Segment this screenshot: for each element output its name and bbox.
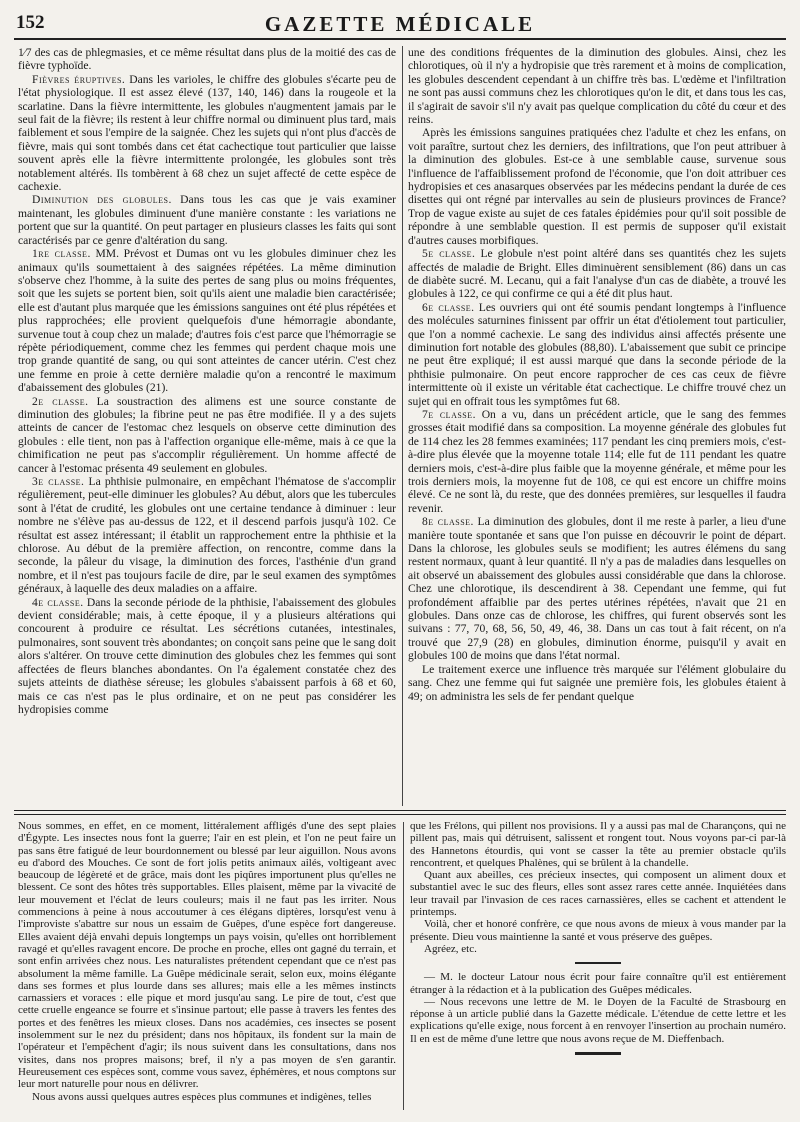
paragraph-text: Voilà, cher et honoré confrère, ce que nous avons de mieux à vous mander par la présente. Dieu vous maintienne la santé et vous préserve des guêpes. xyxy=(410,918,786,943)
paragraph xyxy=(18,1091,396,1103)
paragraph xyxy=(18,193,396,247)
paragraph xyxy=(408,46,786,126)
paragraph-text: Le globule n'est point altéré dans ses quantités chez les sujets affectés de maladie de Bright. Elles diminuèrent sensiblement (86) dans un cas de diabète sucré. M. Lecanu, qui a fait l'analyse d'un cas de diabète, a trouvé les globules à 122, ce qui confirme ce qui a été dit plus haut. xyxy=(408,247,786,301)
paragraph-text: — Nous recevons une lettre de M. le Doyen de la Faculté de Strasbourg en réponse à un article publié dans la Gazette médicale. L'étendue de cette lettre et les explications qu'elle exige, nous forcent à en renvoyer l'insertion au prochain numéro. Il en est de même d'une lettre que nous avons reçue de M. Dieffenbach. xyxy=(410,995,786,1045)
paragraph-text: une des conditions fréquentes de la diminution des globules. Ainsi, chez les chlorotiques, où il n'y a hydropisie que très rarement et à moins de complication, les globules descendent cependant à un chiffre très bas. L'œdème et l'infiltration ne sont pas aussi communs chez les chlorotiques qu'on le dit, et dans tous les cas, il s'agirait de savoir s'il n'y avait pas quelque complication du côté du cœur et des reins. xyxy=(408,46,786,127)
paragraph xyxy=(18,73,396,194)
page-number: 152 xyxy=(16,12,45,33)
paragraph-text: La phthisie pulmonaire, en empêchant l'hématose de s'accomplir régulièrement, peut-elle diminuer les globules? Au début, alors que les tubercules sont à l'état de crudité, les globules ont une certaine tendance à diminuer : leur nombre ne s'élève pas au-dessus de 122, et il descend parfois jusqu'à 102. Ce résultat est assez intéressant; il établit un rapprochement entre la phthisie et la chlorose. Au début de la première affection, on rencontre, comme dans la seconde, la pâleur du visage, la diminution des forces, l'asthénie d'un grand nombre, et il n'est pas toujours facile de dire, par le seul examen des symptômes généraux, à laquelle des deux maladies on a affaire. xyxy=(18,475,396,596)
paragraph xyxy=(410,869,786,918)
paragraph-text: Après les émissions sanguines pratiquées chez l'adulte et chez les enfans, on voit paraître, surtout chez les derniers, des infiltrations, que l'on peut attribuer à la diminution des globules. Est-ce à une semblable cause, survenue sous l'influence de l'affaiblissement profond de l'économie, que l'on doit attribuer ces hydropisies et ces anasarques observées par les médecins pendant la durée de ces disettes qui ont régné par intervalles au sein de plusieurs provinces de France? Trop de vague existe au sujet de ces fatales épidémies pour qu'il soit possible de répondre à une semblable question. Il est permis de supposer qu'il existait d'autres causes morbifiques. xyxy=(408,126,786,247)
paragraph xyxy=(410,918,786,943)
paragraph xyxy=(18,820,396,1091)
feuilleton-rule-bottom xyxy=(14,814,786,815)
paragraph-text: Les ouvriers qui ont été soumis pendant longtemps à l'influence des molécules saturnines finissent par offrir un état d'étiolement tout particulier, que l'on a nommé cachexie. Le sang des individus ainsi affectés présente une diminution fort notable des globules (88,80). L'abaissement que subit ce principe ne peut être expliqué; il est aussi marqué que dans la seconde période de la phthisie pulmonaire. On peut encore rapprocher de ces cas ceux de fièvre intermittente où il existe un véritable état cachectique. Le chiffre trouvé chez un sujet qui en offrait tous les symptômes fut 68. xyxy=(408,300,786,408)
paragraph-heading: 5e classe. xyxy=(422,247,476,261)
section-divider xyxy=(575,962,621,964)
paragraph-text: La soustraction des alimens est une source constante de diminution des globules; la fibrine peut ne pas être modifiée. Il y a des sujets atteints de cancer de l'estomac chez lesquels on observe cette diminution des globules : elle tient, non pas à l'affection organique elle-même, mais à ce que la chimification ne peut pas s'accomplir régulièrement. Un homme affecté de cancer à l'estomac présenta 49 seulement en globules. xyxy=(18,394,396,475)
paragraph-text: Agréez, etc. xyxy=(424,942,477,955)
paragraph-text: On a vu, dans un précédent article, que le sang des femmes grosses était modifié dans sa composition. La moyenne générale des globules fut de 114 chez les 28 femmes examinées; 117 pendant les cinq premiers mois, c'est-à-dire plus élevée que la moyenne totale 114; elle fut de 111 pendant les quatre derniers mois, c'est-à-dire plus faible que la moyenne générale, et même pour les trois derniers mois, la moyenne fut de 108, ce qui est encore un chiffre moins élevé. Ce ne sont là, du reste, que des données premières, sur lesquelles il faudra revenir. xyxy=(408,407,786,515)
feuilleton-left-column xyxy=(18,820,396,1110)
paragraph xyxy=(410,943,786,955)
paragraph xyxy=(408,126,786,247)
paragraph xyxy=(18,395,396,475)
feuilleton-rule-top xyxy=(14,810,786,811)
paragraph-text: Dans la seconde période de la phthisie, l'abaissement des globules devient considérable; mais, à cette époque, il y a plusieurs altérations qui concourent à produire ce résultat. Les sécrétions cutanées, intestinales, pulmonaires, sont souvent très abondantes; on conçoit sans peine que le sang doit alors s'altérer. On trouve cette diminution des globules chez les femmes qui sont affectées de fleurs blanches abondantes. On l'a également constatée chez des sujets atteints de diathèse séreuse; les globules s'abaissent parfois à 68 et 60, mais ce cas n'est pas le plus ordinaire, et on ne peut pas considérer les hydropisies comme xyxy=(18,595,396,716)
paragraph-text: MM. Prévost et Dumas ont vu les globules diminuer chez les animaux qu'ils soumettaient à des saignées répétées. La même diminution s'observe chez l'homme, à la suite des pertes de sang plus ou moins fréquentes, soit que les sujets se portent bien, soit qu'ils aient une maladie bien caractérisée; elle est d'autant plus marquée que les émissions sanguines ont été plus répétées et plus rapprochées; elle provient quelquefois d'une hémorragie abondante, survenue tout à coup chez un malade; d'autres fois c'est parce que l'hémorragie se répète périodiquement, comme chez les femmes qui perdent chaque mois une trop grande quantité de sang, ou qui sont atteintes de cancer utérin. C'est chez une femme en proie à cette dernière maladie qu'on a rencontré le maximum d'abaissement des globules (21). xyxy=(18,247,396,395)
feuilleton-right-column xyxy=(410,820,786,1110)
feuilleton-column-rule xyxy=(403,822,404,1110)
paragraph-heading: 7e classe. xyxy=(422,407,477,421)
paragraph xyxy=(408,663,786,703)
paragraph xyxy=(408,515,786,662)
paragraph-text: — M. le docteur Latour nous écrit pour faire connaître qu'il est entièrement étranger à la rédaction et à la publication des Guêpes médicales. xyxy=(410,971,786,996)
paragraph-heading: Fièvres éruptives. xyxy=(32,72,126,86)
left-column xyxy=(18,46,396,806)
paragraph xyxy=(408,408,786,515)
paragraph-heading: 6e classe. xyxy=(422,300,475,314)
paragraph-text: Le traitement exerce une influence très marquée sur l'élément globulaire du sang. Chez une femme qui fut saignée une première fois, les globules étaient à 49; on administra les sels de fer pendant quelque xyxy=(408,662,786,703)
right-column xyxy=(408,46,786,806)
section-divider xyxy=(575,1052,621,1055)
paragraph-text: La diminution des globules, dont il me reste à parler, a lieu d'une manière toute spontanée et sans que l'on puisse en découvrir le point de départ. Dans la chlorose, les globules seuls se modifient; les autres élémens du sang restent normaux, quant à leur quantité. Il n'y a pas de maladies dans lesquelles on ait observé un abaissement des globules aussi considérable que dans la chlorose. Chez une chlorotique, ils descendirent à 38. Cependant une femme, qui fut profondément affaiblie par des pertes utérines répétées, n'avait que 21 en globules. Dans onze cas de chlorose, les chiffres, qui furent observés sont les suivans : 77, 70, 68, 56, 50, 49, 46, 38. Dans un cas tout à fait récent, on n'a trouvé que 27,9 (28) en globules, diminution énorme, puisqu'il y avait en globules 100 de moins que dans l'état normal. xyxy=(408,515,786,663)
paragraph xyxy=(18,596,396,717)
paragraph xyxy=(410,996,786,1045)
paragraph-text: Nous sommes, en effet, en ce moment, littéralement affligés d'une des sept plaies d'Égypte. Les insectes nous font la guerre; l'air en est plein, et l'on ne peut faire un pas sans être fatigué de leur bourdonnement ou blessé par leur aiguillon. Nous avons eu d'abord des Mouches. Ce sont de fort jolis petits animaux ailés, voltigeant avec beaucoup de légèreté et de grâce, mais dont les piqûres importunent plus qu'elles ne blessent. Ce sont des hôtes très supportables. Elles plaisent, même par la vivacité de leur mouvement et l'éclat de leurs couleurs; mais il ne faut pas les irriter. Nous commencions à peine à nous accoutumer à ces élégans diptères, lorsqu'est venu à l'improviste s'abattre sur nous un essaim de Guêpes, d'une espèce fort dangereuse. Elles avaient déjà envahi depuis longtemps un pays voisin, qu'elles ont horriblement ravagé et qu'elles ravagent encore. De proche en proche, elles ont gagné du terrain, et sont enfin arrivées chez nous. Les naturalistes prétendent cependant que ce n'est pas absolument la même famille. La Guêpe médicinale serait, selon eux, moins élégante dans ses formes et plus lourde dans ses allures; mais elle a les mêmes instincts carnassiers et voraces : elle pique et mord jusqu'au sang. Le pire de tout, c'est que cette cruelle engeance se fourre et s'insinue partout; elle passe à travers les fentes des portes et des fenêtres les mieux closes. Dans nos académies, ces insectes se posent insolemment sur le nez du président; dans nos hôpitaux, ils fondent sur la main de l'opérateur et l'empêchent d'agir; ils nous suivent dans les consultations, dans nos visites, dans nos propres maisons; bref, il n'y a pas moyen de s'en garantir. Heureusement ces espèces sont, comme vous savez, éphémères, et nous comptons sur leur mort naturelle pour nous en délivrer. xyxy=(18,820,396,1091)
paragraph-text: 1⁄7 des cas de phlegmasies, et ce même résultat dans plus de la moitié des cas de fièvre typhoïde. xyxy=(18,46,396,73)
paragraph xyxy=(18,46,396,73)
paragraph xyxy=(408,301,786,408)
paragraph-text: Dans les varioles, le chiffre des globules s'écarte peu de l'état physiologique. Il est assez élevé (137, 140, 146) dans la rougeole et la scarlatine. Dans la fièvre intermittente, les globules n'augmentent jamais par le seul fait de la fièvre; ils restent à leur chiffre normal ou diminuent plus tard, mais faiblement et sous l'empire de la saignée. Chez les sujets qui n'ont plus d'accès de fièvre, mais qui sont tombés dans cet état cachectique tout particulier que laisse souvent après elle la fièvre intermittente prolongée, les globules sont très notablement altérés. Ils tombèrent à 68 chez un sujet affecté de cette espèce de cachexie. xyxy=(18,72,396,194)
paragraph xyxy=(410,820,786,869)
main-article xyxy=(14,46,786,806)
running-title: GAZETTE MÉDICALE xyxy=(264,12,536,36)
paragraph-heading: 8e classe. xyxy=(422,515,474,529)
paragraph-heading: 1re classe. xyxy=(32,247,91,261)
page xyxy=(14,12,786,1112)
paragraph xyxy=(408,247,786,301)
paragraph-text: que les Frélons, qui pillent nos provisions. Il y a aussi pas mal de Charançons, qui ne pillent pas, mais qui détruisent, salissent et rongent tout. Nous voyons par-ci par-là des Hannetons étourdis, qui vont se casser la tête au premier obstacle qu'ils rencontrent, et quelques Phalènes, qui se brûlent à la chandelle. xyxy=(410,820,786,869)
page-header xyxy=(14,12,786,40)
paragraph xyxy=(18,475,396,596)
paragraph-text: Quant aux abeilles, ces précieux insectes, qui composent un aliment doux et substantiel avec le suc des fleurs, elles sont assez rares cette année. Inquiétées dans leur travail par l'invasion de ces races carnassières, elles se cachent et attendent le printemps. xyxy=(410,869,786,919)
paragraph-heading: 4e classe. xyxy=(32,595,84,609)
column-rule xyxy=(402,46,403,806)
paragraph xyxy=(410,971,786,996)
paragraph-heading: 3e classe. xyxy=(32,475,85,488)
paragraph xyxy=(18,247,396,394)
paragraph-text: Dans tous les cas que je vais examiner maintenant, les globules diminuent d'une manière constante : les variations ne portent que sur la quantité. On peut partager en plusieurs classes les faits qui sont caractérisés par ce genre d'altération du sang. xyxy=(18,193,396,247)
paragraph-text: Nous avons aussi quelques autres espèces plus communes et indigènes, telles xyxy=(32,1090,372,1103)
paragraph-heading: 2e classe. xyxy=(32,394,89,408)
feuilleton xyxy=(14,820,786,1110)
paragraph-heading: Diminution des globules. xyxy=(32,193,172,207)
